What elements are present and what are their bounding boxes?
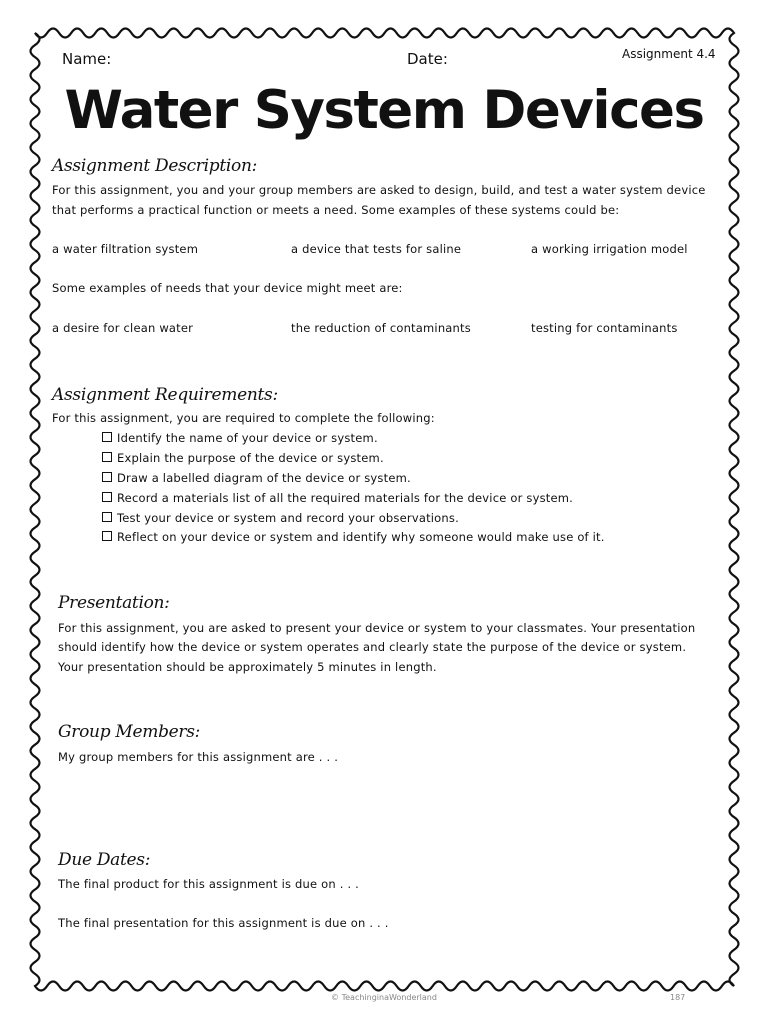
- requirement-text: Reflect on your device or system and identify why someone would make use of it.: [117, 530, 605, 544]
- name-label: Name:: [62, 50, 112, 68]
- requirement-item: [102, 471, 411, 485]
- checkbox-icon[interactable]: [102, 512, 112, 522]
- requirement-text: Record a materials list of all the required materials for the device or system.: [117, 491, 574, 505]
- needs-intro: Some examples of needs that your device might meet are:: [52, 281, 403, 295]
- system-example-2: a device that tests for saline: [291, 242, 462, 256]
- presentation-line-3: Your presentation should be approximately 5 minutes in length.: [58, 660, 437, 674]
- checkbox-icon[interactable]: [102, 472, 112, 482]
- group-heading: Group Members:: [58, 722, 201, 742]
- presentation-heading: Presentation:: [58, 593, 170, 613]
- group-line: My group members for this assignment are . . .: [58, 750, 339, 764]
- requirement-item: [102, 451, 384, 465]
- requirement-text: Explain the purpose of the device or system.: [117, 451, 384, 465]
- due-product: The final product for this assignment is due on . . .: [58, 877, 360, 891]
- page-title: Water System Devices: [64, 80, 704, 141]
- description-intro-2: that performs a practical function or meets a need. Some examples of these systems could be:: [52, 203, 620, 217]
- checkbox-icon[interactable]: [102, 531, 112, 541]
- date-label: Date:: [407, 50, 448, 68]
- requirement-text: Identify the name of your device or system.: [117, 431, 378, 445]
- presentation-line-1: For this assignment, you are asked to present your device or system to your classmates. Your presentation: [58, 621, 696, 635]
- page-number: 187: [670, 993, 686, 1002]
- requirements-heading: Assignment Requirements:: [52, 385, 278, 405]
- assignment-number: Assignment 4.4: [622, 47, 716, 61]
- checkbox-icon[interactable]: [102, 432, 112, 442]
- need-example-1: a desire for clean water: [52, 321, 194, 335]
- requirement-item: [102, 511, 459, 525]
- requirement-text: Test your device or system and record your observations.: [117, 511, 459, 525]
- requirement-item: [102, 491, 573, 505]
- due-heading: Due Dates:: [58, 850, 151, 870]
- requirement-item: [102, 530, 605, 544]
- requirement-item: [102, 431, 378, 445]
- system-example-1: a water filtration system: [52, 242, 199, 256]
- checkbox-icon[interactable]: [102, 452, 112, 462]
- requirement-text: Draw a labelled diagram of the device or system.: [117, 471, 411, 485]
- system-example-3: a working irrigation model: [531, 242, 688, 256]
- presentation-line-2: should identify how the device or system operates and clearly state the purpose of the device or system.: [58, 640, 687, 654]
- need-example-2: the reduction of contaminants: [291, 321, 471, 335]
- due-presentation: The final presentation for this assignment is due on . . .: [58, 916, 389, 930]
- copyright: © TeachinginaWonderland: [331, 993, 437, 1002]
- checkbox-icon[interactable]: [102, 492, 112, 502]
- description-intro-1: For this assignment, you and your group members are asked to design, build, and test a water system device: [52, 183, 706, 197]
- requirements-intro: For this assignment, you are required to complete the following:: [52, 411, 435, 425]
- description-heading: Assignment Description:: [52, 156, 258, 176]
- need-example-3: testing for contaminants: [531, 321, 678, 335]
